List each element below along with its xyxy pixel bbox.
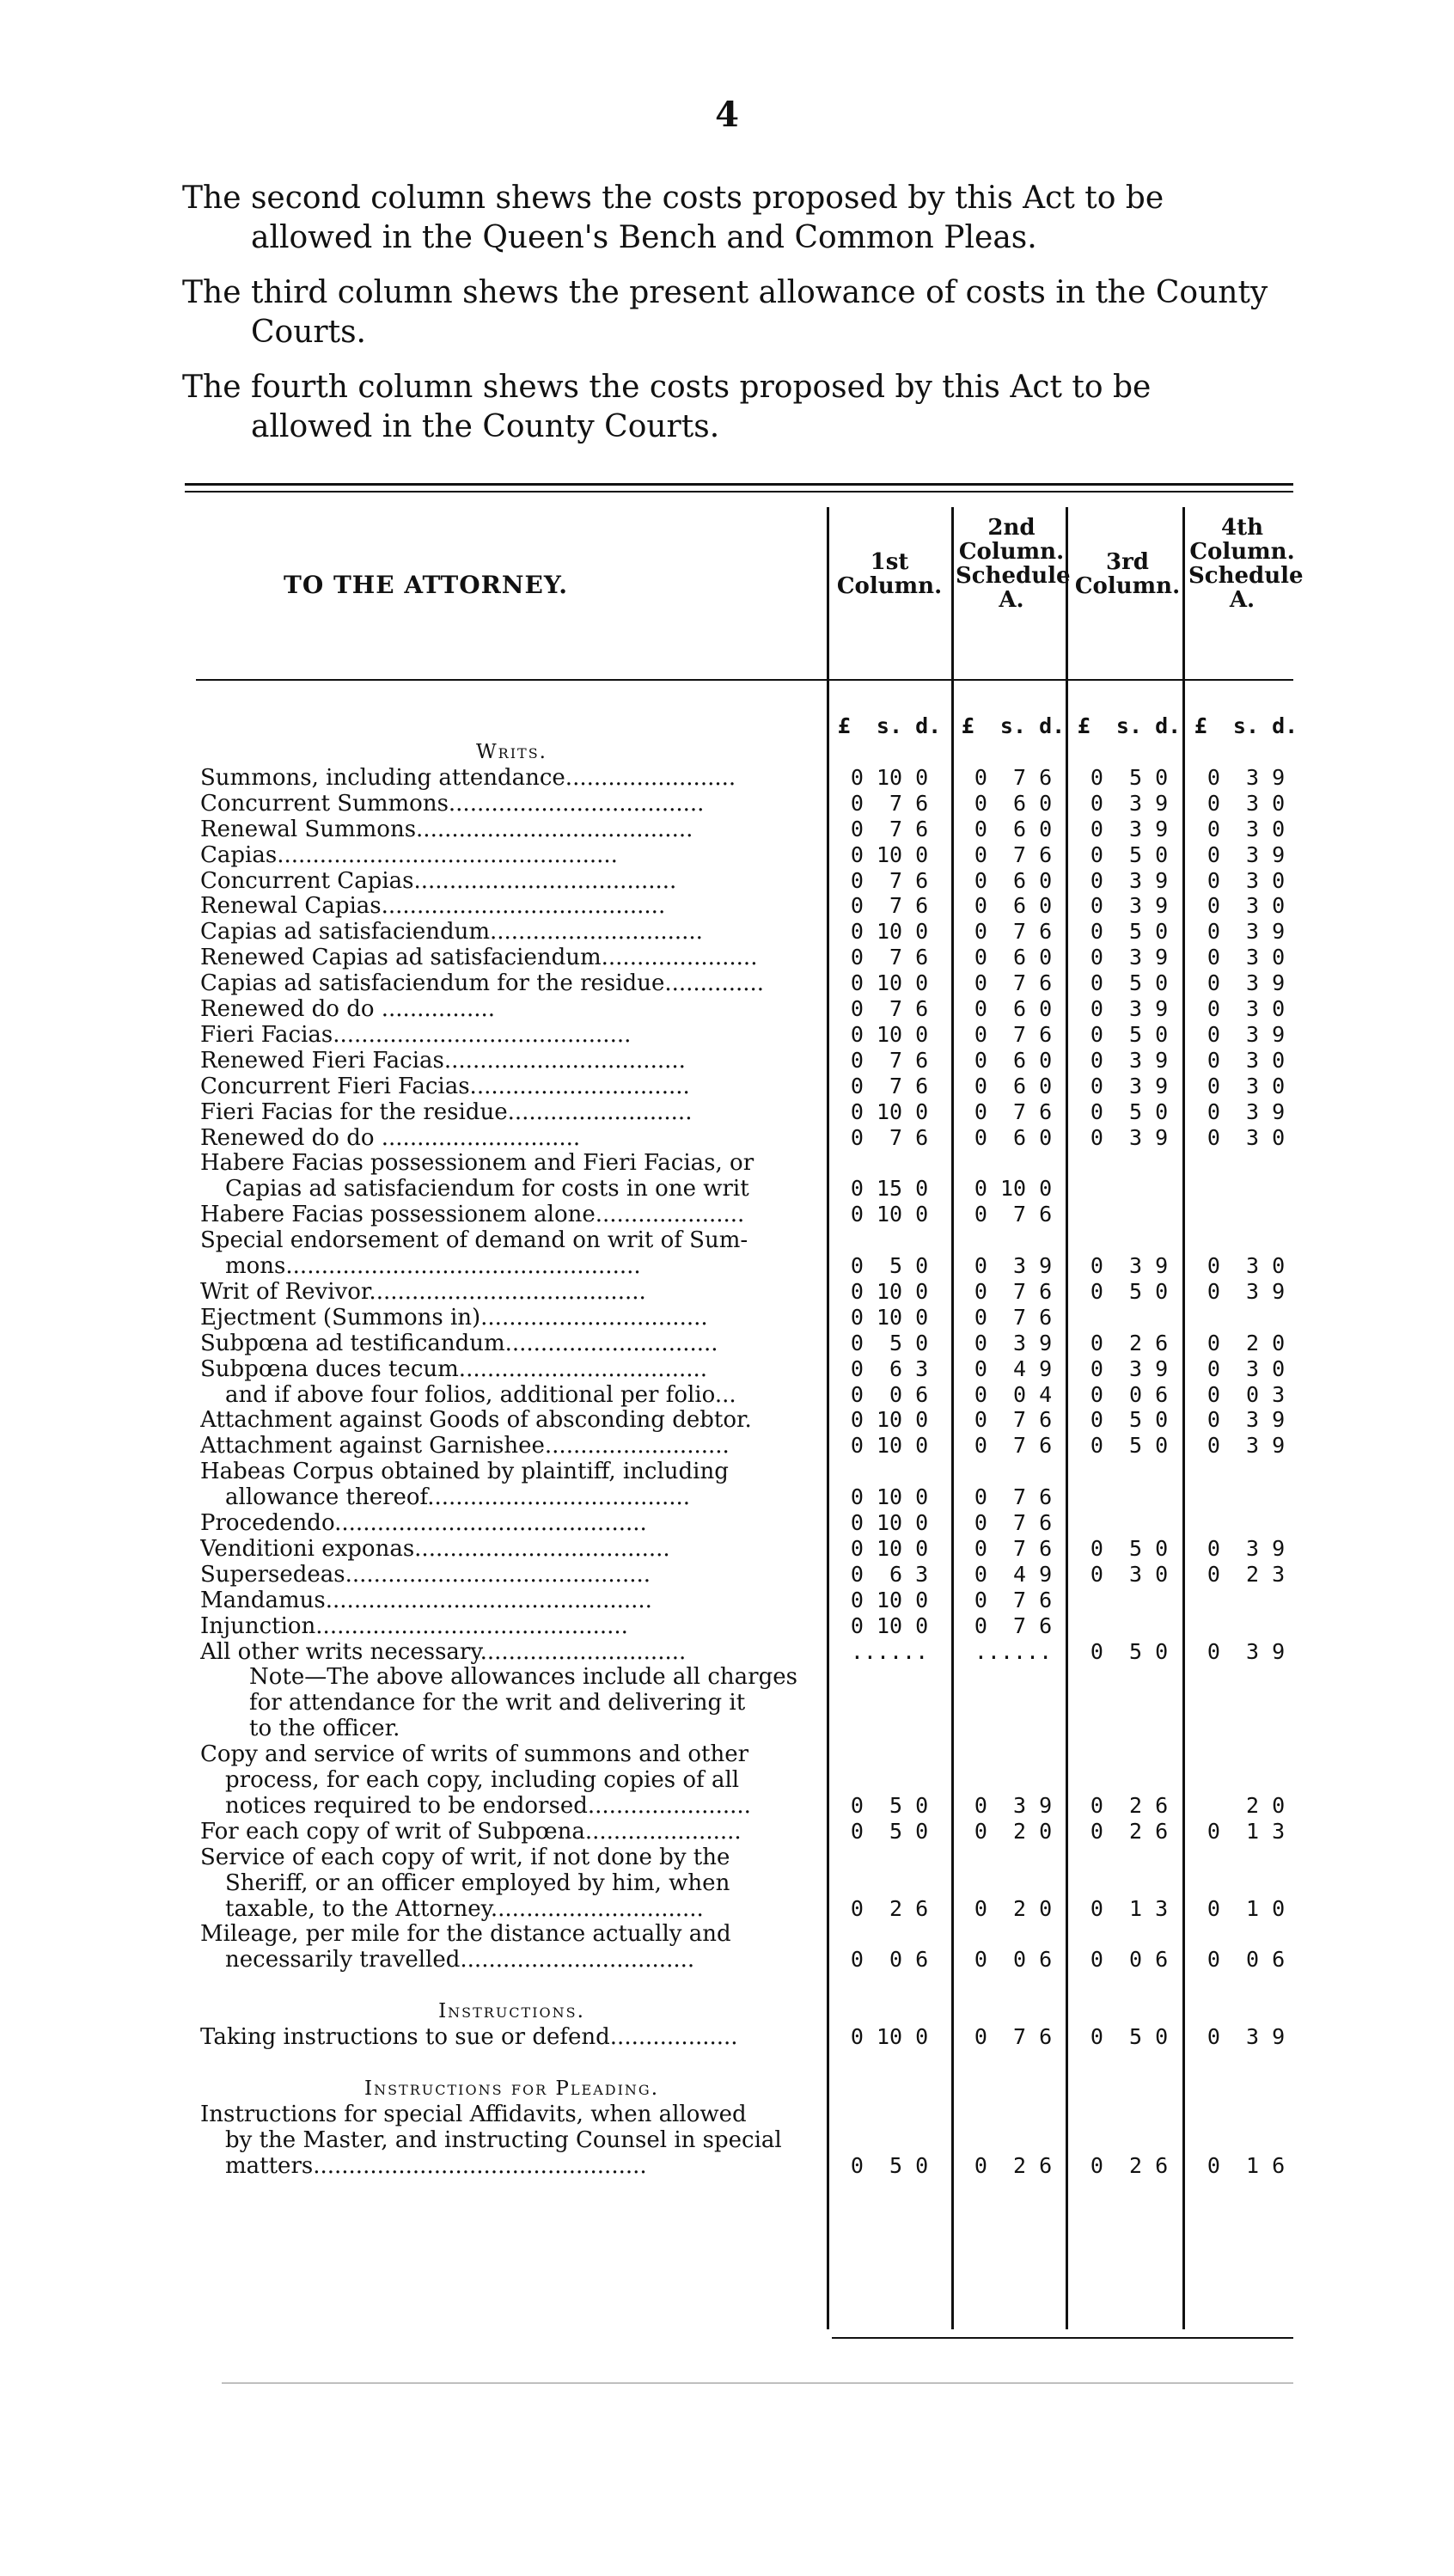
amount-col-3: 0 3 0	[1090, 1561, 1169, 1587]
row-description: by the Master, and instructing Counsel in special	[225, 2126, 782, 2153]
table-row	[0, 893, 1454, 919]
row-description: to the officer.	[249, 1716, 400, 1742]
amount-col-2: 0 6 0	[974, 1073, 1053, 1098]
row-description: Concurrent Capias.....................................	[200, 867, 677, 894]
row-description: Subpœna duces tecum...................................	[200, 1355, 708, 1382]
table-row	[0, 1202, 1454, 1227]
header-col-4: 4th Column. Schedule A.	[1188, 515, 1304, 613]
amount-col-1: 0 7 6	[850, 945, 929, 970]
amount-col-2: 0 7 6	[974, 841, 1053, 867]
amount-col-1: 0 7 6	[850, 790, 929, 816]
row-description: process, for each copy, including copies of all	[225, 1767, 740, 1793]
amount-col-2: 0 3 9	[974, 1253, 1053, 1278]
amount-col-4: 0 3 9	[1207, 2024, 1286, 2049]
amount-col-1: 0 7 6	[850, 1073, 929, 1098]
amount-col-4: 0 3 0	[1207, 893, 1286, 919]
amount-col-1: 0 5 0	[850, 1818, 929, 1844]
row-description: Taking instructions to sue or defend..................	[200, 2024, 738, 2050]
row-description: Supersedeas...........................................	[200, 1561, 651, 1588]
row-description: Capias ad satisfaciendum..............................	[200, 919, 703, 945]
amount-col-2: 0 3 9	[974, 1792, 1053, 1818]
amount-col-1: 0 15 0	[850, 1176, 929, 1202]
amount-col-3: 0 5 0	[1090, 1098, 1169, 1124]
unit-col-1: £ s. d.	[837, 713, 942, 738]
amount-col-1: 0 10 0	[850, 1587, 929, 1612]
header-bottom-rule	[196, 679, 1293, 681]
amount-col-2: 0 7 6	[974, 919, 1053, 945]
amount-col-2: 0 2 0	[974, 1895, 1053, 1921]
amount-col-2: 0 6 0	[974, 893, 1053, 919]
amount-col-4: 0 3 0	[1207, 867, 1286, 893]
row-description: and if above four folios, additional per folio...	[225, 1381, 736, 1408]
amount-col-4: 0 1 0	[1207, 1895, 1286, 1921]
amount-col-4: 0 3 9	[1207, 919, 1286, 945]
amount-col-4: 0 3 0	[1207, 1047, 1286, 1073]
row-description: Special endorsement of demand on writ of Sum-	[200, 1227, 748, 1254]
amount-col-3: 0 5 0	[1090, 2024, 1169, 2049]
amount-col-2: 0 4 9	[974, 1561, 1053, 1587]
amount-col-3: 0 5 0	[1090, 970, 1169, 996]
amount-col-3: 0 3 9	[1090, 1073, 1169, 1098]
table-row	[0, 791, 1454, 817]
amount-col-1: 0 6 3	[850, 1355, 929, 1381]
unit-col-3: £ s. d.	[1077, 713, 1182, 738]
amount-col-2: 0 6 0	[974, 1047, 1053, 1073]
amount-col-1: 0 10 0	[850, 1433, 929, 1459]
amount-col-3: 0 0 6	[1090, 1947, 1169, 1973]
amount-col-1: 0 10 0	[850, 1202, 929, 1227]
table-row	[0, 739, 1454, 765]
amount-col-4: 0 3 0	[1207, 1073, 1286, 1098]
row-description: Summons, including attendance........................	[200, 764, 736, 791]
table-row	[0, 2153, 1454, 2179]
row-description: Ejectment (Summons in)................................	[200, 1304, 708, 1331]
amount-col-3: 0 2 6	[1090, 2152, 1169, 2178]
table-row	[0, 970, 1454, 996]
amount-col-2: 0 2 0	[974, 1818, 1053, 1844]
table-row	[0, 1407, 1454, 1433]
amount-col-3: 0 5 0	[1090, 919, 1169, 945]
page-number: 4	[715, 95, 739, 135]
amount-col-4: 0 2 0	[1207, 1330, 1286, 1355]
amount-col-2: 0 7 6	[974, 764, 1053, 790]
amount-col-3: 0 3 9	[1090, 945, 1169, 970]
amount-col-3: 0 3 9	[1090, 867, 1169, 893]
amount-col-1: 0 10 0	[850, 764, 929, 790]
row-description: Attachment against Garnishee..........................	[200, 1433, 730, 1459]
table-row	[0, 1793, 1454, 1819]
amount-col-4: 0 3 0	[1207, 1124, 1286, 1150]
table-bottom-rule	[832, 2337, 1293, 2339]
amount-col-2: 0 0 4	[974, 1381, 1053, 1407]
row-description: Instructions for Pleading.	[364, 2077, 660, 2100]
row-description: Sheriff, or an officer employed by him, when	[225, 1869, 730, 1896]
amount-col-1: 0 0 6	[850, 1947, 929, 1973]
amount-col-3: 0 5 0	[1090, 1278, 1169, 1304]
amount-col-1: 0 7 6	[850, 996, 929, 1021]
amount-col-4: 0 3 9	[1207, 764, 1286, 790]
table-row	[0, 1048, 1454, 1074]
amount-col-3: 0 5 0	[1090, 1021, 1169, 1047]
row-description: Subpœna ad testificandum..............................	[200, 1330, 718, 1356]
row-description: Capias ad satisfaciendum for costs in one writ	[225, 1176, 749, 1202]
row-description: Capias ad satisfaciendum for the residue..............	[200, 970, 765, 997]
amount-col-1: 0 7 6	[850, 893, 929, 919]
amount-col-3: 0 3 9	[1090, 1253, 1169, 1278]
amount-col-2: 0 6 0	[974, 867, 1053, 893]
row-description: Habeas Corpus obtained by plaintiff, including	[200, 1459, 729, 1485]
table-row	[0, 1947, 1454, 1973]
amount-col-2: 0 10 0	[974, 1176, 1053, 1202]
amount-col-4: 0 0 6	[1207, 1947, 1286, 1973]
amount-col-2: 0 7 6	[974, 1510, 1053, 1535]
intro-third-column: The third column shews the present allowance of costs in the County Courts.	[182, 275, 1268, 350]
row-description: Concurrent Fieri Facias...............................	[200, 1073, 690, 1099]
amount-col-4: 0 3 0	[1207, 816, 1286, 841]
amount-col-1: 0 10 0	[850, 919, 929, 945]
row-description: notices required to be endorsed.......................	[225, 1792, 751, 1819]
amount-col-4: 0 3 9	[1207, 1021, 1286, 1047]
amount-col-4: 0 1 3	[1207, 1818, 1286, 1844]
row-description: Habere Facias possessionem alone.....................	[200, 1202, 745, 1228]
table-row	[0, 2024, 1454, 2050]
amount-col-1: 0 10 0	[850, 1612, 929, 1638]
table-row	[0, 1459, 1454, 1484]
table-row	[0, 1150, 1454, 1176]
table-row	[0, 1562, 1454, 1588]
amount-col-3: 0 5 0	[1090, 1407, 1169, 1433]
amount-col-2: 0 7 6	[974, 1433, 1053, 1459]
row-description: Capias................................................	[200, 841, 618, 868]
amount-col-3: 0 3 9	[1090, 790, 1169, 816]
amount-col-1: 0 7 6	[850, 1124, 929, 1150]
table-row	[0, 1484, 1454, 1510]
amount-col-1: 0 7 6	[850, 867, 929, 893]
table-row	[0, 1819, 1454, 1845]
amount-col-2: 0 7 6	[974, 1407, 1053, 1433]
row-description: Renewed do do ............................	[200, 1124, 581, 1151]
row-description: Mandamus..............................................	[200, 1587, 652, 1613]
row-description: Renewal Capias........................................	[200, 893, 666, 920]
amount-col-4: 2 0	[1207, 1792, 1286, 1818]
row-description: Writ of Revivor.......................................	[200, 1278, 646, 1305]
amount-col-3: 0 5 0	[1090, 764, 1169, 790]
table-row	[0, 1639, 1454, 1665]
header-col-1: 1st Column.	[836, 549, 943, 599]
amount-col-2: 0 0 6	[974, 1947, 1053, 1973]
amount-col-2: 0 7 6	[974, 1021, 1053, 1047]
intro-second-column: The second column shews the costs proposed by this Act to be allowed in the Queen's Bench and Common Pleas.	[182, 181, 1164, 255]
table-row	[0, 1279, 1454, 1305]
amount-col-4: 0 3 9	[1207, 1098, 1286, 1124]
amount-col-1: 0 10 0	[850, 1407, 929, 1433]
amount-col-1: 0 10 0	[850, 2024, 929, 2049]
table-row	[0, 817, 1454, 842]
amount-col-1: 0 10 0	[850, 841, 929, 867]
row-description: Renewal Summons.......................................	[200, 816, 693, 842]
amount-col-1: 0 2 6	[850, 1895, 929, 1921]
amount-col-2: 0 6 0	[974, 945, 1053, 970]
row-description: matters...............................................	[225, 2152, 647, 2179]
amount-col-3: 0 3 9	[1090, 996, 1169, 1021]
amount-col-2: 0 6 0	[974, 816, 1053, 841]
table-row	[0, 1845, 1454, 1870]
amount-col-1: 0 10 0	[850, 1098, 929, 1124]
unit-col-2: £ s. d.	[961, 713, 1066, 738]
amount-col-1: 0 10 0	[850, 1535, 929, 1561]
amount-col-3: 0 3 9	[1090, 1355, 1169, 1381]
amount-col-2: 0 7 6	[974, 970, 1053, 996]
amount-col-4: 0 3 9	[1207, 1407, 1286, 1433]
amount-col-3: 0 2 6	[1090, 1330, 1169, 1355]
row-description: Instructions.	[438, 2000, 585, 2023]
table-row	[0, 1690, 1454, 1716]
row-description: Writs.	[476, 741, 547, 763]
amount-col-2: 0 7 6	[974, 2024, 1053, 2049]
table-row	[0, 1973, 1454, 1998]
amount-col-4: 0 3 9	[1207, 841, 1286, 867]
amount-col-1: 0 5 0	[850, 1253, 929, 1278]
table-row	[0, 1510, 1454, 1536]
header-col-2: 2nd Column. Schedule A.	[956, 515, 1071, 613]
amount-col-3: 0 5 0	[1090, 1535, 1169, 1561]
amount-col-2: 0 2 6	[974, 2152, 1053, 2178]
table-row	[0, 1716, 1454, 1741]
amount-col-1: 0 0 6	[850, 1381, 929, 1407]
table-row	[0, 1613, 1454, 1639]
table-row	[0, 1125, 1454, 1151]
amount-col-2: 0 6 0	[974, 790, 1053, 816]
amount-col-2: 0 7 6	[974, 1484, 1053, 1510]
amount-col-1: 0 7 6	[850, 1047, 929, 1073]
row-description: For each copy of writ of Subpœna......................	[200, 1818, 742, 1845]
row-description: Procedendo............................................	[200, 1510, 647, 1536]
table-row	[0, 1227, 1454, 1253]
row-description: Service of each copy of writ, if not done by the	[200, 1844, 730, 1870]
amount-col-1: 0 5 0	[850, 1330, 929, 1355]
amount-col-4: 0 3 9	[1207, 970, 1286, 996]
amount-col-3: 0 3 9	[1090, 816, 1169, 841]
amount-col-3: 0 3 9	[1090, 1124, 1169, 1150]
table-row	[0, 1099, 1454, 1125]
amount-col-4: 0 3 9	[1207, 1433, 1286, 1459]
amount-col-4: 0 2 3	[1207, 1561, 1286, 1587]
table-top-rule	[185, 483, 1293, 486]
amount-col-2: 0 3 9	[974, 1330, 1053, 1355]
table-row	[0, 1433, 1454, 1459]
amount-col-3: 0 1 3	[1090, 1895, 1169, 1921]
table-row	[0, 945, 1454, 970]
amount-col-1: 0 10 0	[850, 1304, 929, 1330]
row-description: Fieri Facias..........................................	[200, 1021, 632, 1048]
amount-col-4: 0 3 0	[1207, 996, 1286, 1021]
amount-col-4: 0 3 9	[1207, 1278, 1286, 1304]
amount-col-1: 0 7 6	[850, 816, 929, 841]
intro-notes	[182, 179, 1282, 462]
table-row	[0, 996, 1454, 1022]
amount-col-1: 0 6 3	[850, 1561, 929, 1587]
row-description: All other writs necessary.............................	[200, 1638, 687, 1665]
row-description: taxable, to the Attorney..............................	[225, 1895, 704, 1922]
row-description: necessarily travelled.................................	[225, 1947, 695, 1973]
row-description: Venditioni exponas....................................	[200, 1535, 670, 1562]
table-top-rule-2	[185, 491, 1293, 493]
amount-col-2: 0 4 9	[974, 1355, 1053, 1381]
table-row	[0, 1305, 1454, 1331]
amount-col-2: 0 7 6	[974, 1202, 1053, 1227]
table-row	[0, 1767, 1454, 1793]
table-row	[0, 1356, 1454, 1382]
amount-col-1: ......	[850, 1638, 929, 1664]
intro-fourth-column: The fourth column shews the costs proposed by this Act to be allowed in the County Courts.	[182, 370, 1152, 444]
table-row	[0, 842, 1454, 868]
amount-col-3: 0 5 0	[1090, 1433, 1169, 1459]
table-row	[0, 1536, 1454, 1562]
table-row	[0, 1382, 1454, 1408]
table-row	[0, 1253, 1454, 1279]
amount-col-1: 0 10 0	[850, 1510, 929, 1535]
row-description: Injunction............................................	[200, 1612, 628, 1639]
amount-col-4: 0 1 6	[1207, 2152, 1286, 2178]
amount-col-3: 0 3 9	[1090, 893, 1169, 919]
amount-col-3: 0 3 9	[1090, 1047, 1169, 1073]
table-row	[0, 919, 1454, 945]
row-description: Copy and service of writs of summons and other	[200, 1741, 749, 1768]
table-row	[0, 2127, 1454, 2153]
amount-col-2: 0 7 6	[974, 1587, 1053, 1612]
amount-col-4: 0 3 0	[1207, 1355, 1286, 1381]
table-row	[0, 1896, 1454, 1922]
row-description: Concurrent Summons....................................	[200, 790, 705, 817]
amount-col-1: 0 10 0	[850, 1484, 929, 1510]
table-heading: TO THE ATTORNEY.	[284, 571, 568, 599]
table-row	[0, 2050, 1454, 2076]
amount-col-3: 0 0 6	[1090, 1381, 1169, 1407]
row-description: Renewed Capias ad satisfaciendum......................	[200, 945, 758, 971]
unit-col-4: £ s. d.	[1194, 713, 1298, 738]
row-description: Renewed do do ................	[200, 996, 496, 1022]
amount-col-3: 0 2 6	[1090, 1818, 1169, 1844]
amount-col-2: ......	[974, 1638, 1053, 1664]
row-description: Renewed Fieri Facias..................................	[200, 1047, 686, 1074]
amount-col-2: 0 7 6	[974, 1612, 1053, 1638]
amount-col-2: 0 7 6	[974, 1098, 1053, 1124]
table-row	[0, 2102, 1454, 2127]
table-row	[0, 2076, 1454, 2102]
row-description: mons..................................................	[225, 1253, 641, 1279]
table-row	[0, 1588, 1454, 1613]
table-row	[0, 1176, 1454, 1202]
row-description: Fieri Facias for the residue..........................	[200, 1098, 693, 1125]
row-description: Note—The above allowances include all charges	[249, 1664, 797, 1691]
amount-col-1: 0 10 0	[850, 1278, 929, 1304]
amount-col-2: 0 7 6	[974, 1278, 1053, 1304]
table-row	[0, 868, 1454, 894]
amount-col-4: 0 3 9	[1207, 1535, 1286, 1561]
row-description: Mileage, per mile for the distance actually and	[200, 1921, 731, 1948]
table-row	[0, 1741, 1454, 1767]
table-row	[0, 1074, 1454, 1099]
table-row	[0, 765, 1454, 791]
row-description: Attachment against Goods of absconding debtor.	[200, 1407, 752, 1434]
table-row	[0, 1921, 1454, 1947]
table-row	[0, 1998, 1454, 2024]
amount-col-3: 0 5 0	[1090, 841, 1169, 867]
amount-col-2: 0 6 0	[974, 1124, 1053, 1150]
row-description: Habere Facias possessionem and Fieri Facias, or	[200, 1150, 754, 1177]
amount-col-4: 0 0 3	[1207, 1381, 1286, 1407]
header-col-3: 3rd Column.	[1074, 549, 1181, 599]
table-row	[0, 1870, 1454, 1896]
amount-col-1: 0 5 0	[850, 1792, 929, 1818]
table-row	[0, 1022, 1454, 1048]
row-description: allowance thereof.....................................	[225, 1484, 691, 1511]
amount-col-3: 0 5 0	[1090, 1638, 1169, 1664]
amount-col-3: 0 2 6	[1090, 1792, 1169, 1818]
row-description: Instructions for special Affidavits, when allowed	[200, 2101, 747, 2127]
amount-col-2: 0 7 6	[974, 1304, 1053, 1330]
table-row	[0, 1331, 1454, 1356]
amount-col-4: 0 3 0	[1207, 1253, 1286, 1278]
amount-col-1: 0 10 0	[850, 970, 929, 996]
amount-col-2: 0 6 0	[974, 996, 1053, 1021]
amount-col-1: 0 10 0	[850, 1021, 929, 1047]
amount-col-4: 0 3 0	[1207, 790, 1286, 816]
amount-col-2: 0 7 6	[974, 1535, 1053, 1561]
amount-col-4: 0 3 9	[1207, 1638, 1286, 1664]
units-row	[0, 713, 1454, 739]
table-row	[0, 1664, 1454, 1690]
amount-col-4: 0 3 0	[1207, 945, 1286, 970]
row-description: for attendance for the writ and delivering it	[249, 1690, 746, 1716]
amount-col-1: 0 5 0	[850, 2152, 929, 2178]
